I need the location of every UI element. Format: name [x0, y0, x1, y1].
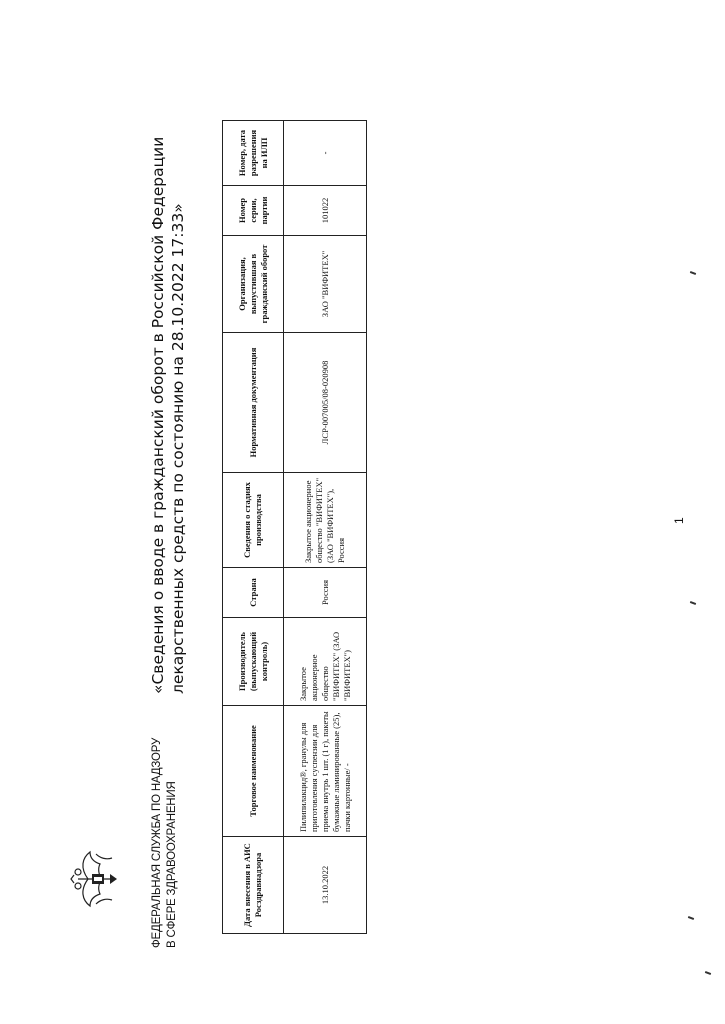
cell-trade-name: Пилипилакцид®, гранулы для приготовления суспензии для приема внутрь 1 шт. (1 г), пакеты бумажные ламинированные (25), пачки картонные/ -: [284, 706, 367, 837]
column-header: Номер, дата разрешения на ИЛП: [223, 121, 284, 186]
column-header: Страна: [223, 568, 284, 618]
cell-normative-doc: ЛСР-007005/08-020908: [284, 333, 367, 473]
scan-speck: [690, 601, 696, 605]
agency-line-1: ФЕДЕРАЛЬНАЯ СЛУЖБА ПО НАДЗОРУ: [151, 737, 163, 948]
agency-name: [150, 678, 180, 948]
column-header: Дата внесения в АИС Росздравнадзора: [223, 837, 284, 934]
double-headed-eagle-icon: [70, 844, 120, 914]
column-header: Сведения о стадиях производства: [223, 473, 284, 568]
title-line-2: лекарственных средств по состоянию на 28.10.2022 17:33»: [169, 203, 187, 694]
cell-batch: 101022: [284, 186, 367, 236]
cell-date: 13.10.2022: [284, 837, 367, 934]
column-header: Номер серии, партии: [223, 186, 284, 236]
column-header: Нормативная документация: [223, 333, 284, 473]
table-header-row: [223, 121, 284, 934]
scan-speck: [705, 971, 711, 975]
scan-speck: [690, 271, 696, 275]
column-header: Торговое наименование: [223, 706, 284, 837]
cell-released-by: ЗАО "ВИФИТЕХ": [284, 236, 367, 333]
title-line-1: «Сведения о вводе в гражданский оборот в Российской Федерации: [149, 136, 167, 694]
cell-country: Россия: [284, 568, 367, 618]
document-title: [148, 94, 188, 694]
cell-manufacturer: Закрытое акционерное общество "ВИФИТЕХ" (ЗАО "ВИФИТЕХ"): [284, 618, 367, 706]
table-row: [284, 121, 367, 934]
scan-speck: [688, 916, 694, 920]
column-header: Организация, выпустившая в гражданский оборот: [223, 236, 284, 333]
cell-production-stages: Закрытое акционерное общество "ВИФИТЕХ" (ЗАО "ВИФИТЕХ"), Россия: [284, 473, 367, 568]
cell-permit: -: [284, 121, 367, 186]
agency-line-2: В СФЕРЕ ЗДРАВООХРАНЕНИЯ: [166, 781, 178, 948]
records-table: [222, 120, 367, 934]
page-number: 1: [672, 517, 686, 524]
column-header: Производитель (выпускающий контроль): [223, 618, 284, 706]
